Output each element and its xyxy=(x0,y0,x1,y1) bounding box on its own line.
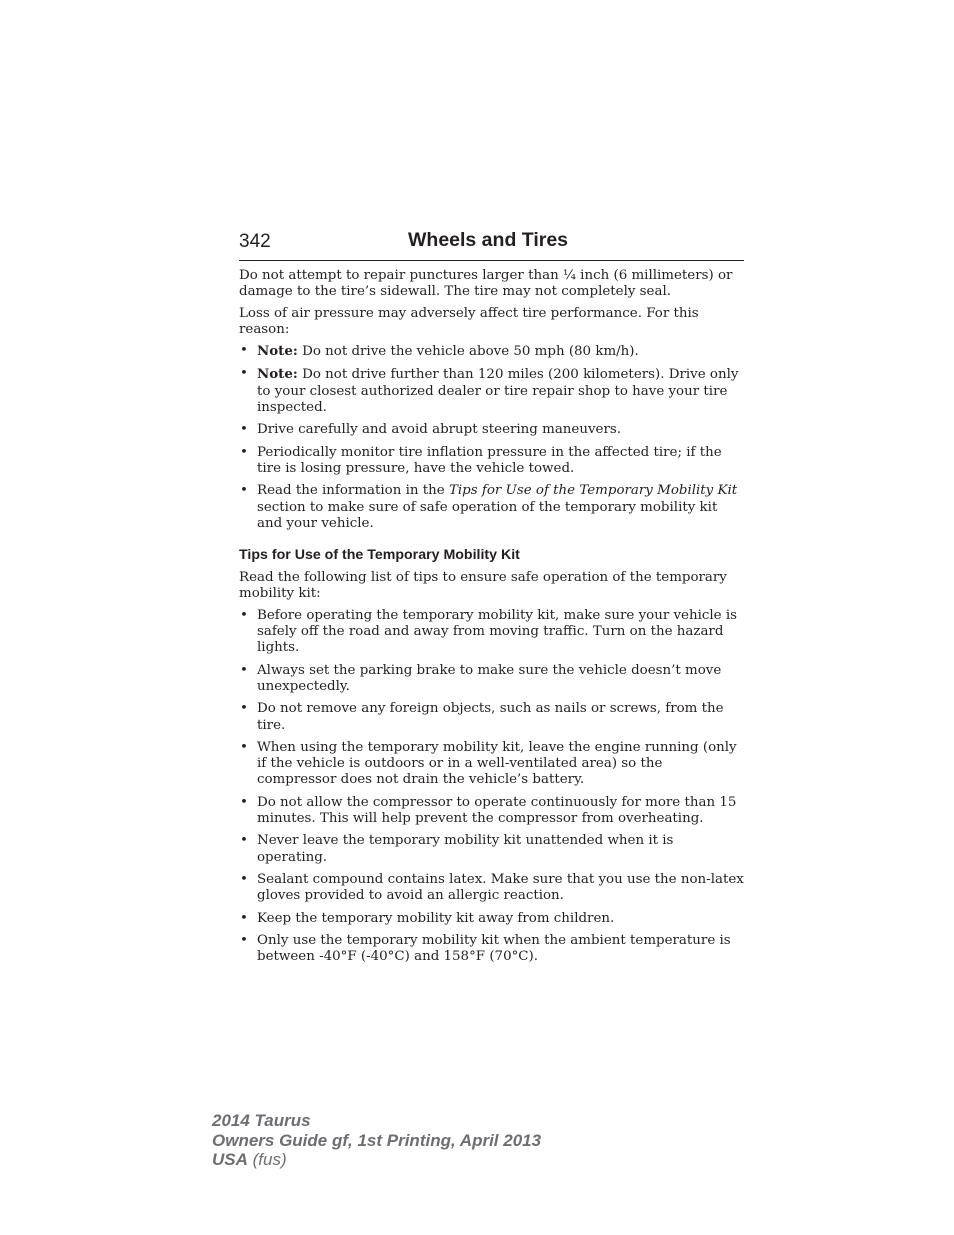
intro-paragraph: Loss of air pressure may adversely affect tire performance. For this reason: xyxy=(239,305,699,337)
subsection-heading: Tips for Use of the Temporary Mobility Kit xyxy=(239,547,520,564)
bullet-icon: • xyxy=(240,483,248,499)
bullet-icon: • xyxy=(240,422,248,438)
list-item xyxy=(239,911,745,927)
list-item xyxy=(239,833,745,866)
list-item-text: section to make sure of safe operation of the temporary mobility kit and your vehicle. xyxy=(257,499,718,531)
section-reference: Tips for Use of the Temporary Mobility Kit xyxy=(448,483,738,499)
list-item xyxy=(239,366,745,416)
list-item xyxy=(239,795,745,828)
bullet-icon: • xyxy=(240,871,248,887)
list-item-text: Before operating the temporary mobility kit, make sure your vehicle is safely off the road and away from moving traffic. Turn on the hazard lights. xyxy=(257,607,738,656)
list-item-text: Sealant compound contains latex. Make sure that you use the non-latex gloves provided to avoid an allergic reaction. xyxy=(257,871,744,904)
bullet-icon: • xyxy=(240,366,248,382)
list-item xyxy=(239,422,745,438)
list-item-text: When using the temporary mobility kit, leave the engine running (only if the vehicle is outdoors or in a well-ventilated area) so the compressor does not drain the vehicle’s battery. xyxy=(257,739,737,788)
list-item xyxy=(239,933,745,966)
list-item xyxy=(239,872,745,905)
list-item-text: Do not drive the vehicle above 50 mph (80 km/h). xyxy=(297,344,639,360)
list-item xyxy=(239,701,745,734)
list-item xyxy=(239,445,745,478)
list-item xyxy=(239,483,745,532)
page-header xyxy=(239,228,744,261)
precaution-list xyxy=(239,343,745,532)
footer-country: USA xyxy=(212,1150,248,1169)
bullet-icon: • xyxy=(240,662,248,678)
page-body xyxy=(239,268,745,971)
list-item-text: Drive carefully and avoid abrupt steering maneuvers. xyxy=(257,422,621,438)
intro-paragraph: Do not attempt to repair punctures larger than ¼ inch (6 millimeters) or damage to the tire’s sidewall. The tire may not completely seal. xyxy=(239,268,733,300)
bullet-icon: • xyxy=(240,910,248,926)
footer-market xyxy=(212,1150,541,1170)
list-item xyxy=(239,608,745,657)
bullet-icon: • xyxy=(240,444,248,460)
bullet-icon: • xyxy=(240,833,248,849)
note-label: Note: xyxy=(257,343,298,360)
tips-list xyxy=(239,608,745,966)
footer-model: 2014 Taurus xyxy=(212,1111,311,1130)
list-item xyxy=(239,343,745,360)
page-number: 342 xyxy=(239,231,271,252)
list-item-text: Do not remove any foreign objects, such as nails or screws, from the tire. xyxy=(257,701,724,733)
footer-printing: Owners Guide gf, 1st Printing, April 2013 xyxy=(212,1130,542,1150)
bullet-icon: • xyxy=(240,343,248,359)
list-item-text: Do not allow the compressor to operate continuously for more than 15 minutes. This will help prevent the compressor from overheating. xyxy=(257,794,737,827)
bullet-icon: • xyxy=(240,739,248,755)
list-item-text: Do not drive further than 120 miles (200 kilometers). Drive only to your closest authorized dealer or tire repair shop to have your tire inspected. xyxy=(257,367,739,416)
list-item-text: Always set the parking brake to make sure the vehicle doesn’t move unexpectedly. xyxy=(257,662,722,694)
footer-code: (fus) xyxy=(247,1150,287,1169)
list-item-text: Periodically monitor tire inflation pressure in the affected tire; if the tire is losing pressure, have the vehicle towed. xyxy=(257,444,722,476)
tips-intro: Read the following list of tips to ensure safe operation of the temporary mobility kit: xyxy=(239,570,727,602)
list-item-text: Read the information in the xyxy=(257,483,449,499)
list-item-text: Only use the temporary mobility kit when the ambient temperature is between -40°F (-40°C) and 158°F (70°C). xyxy=(257,932,731,965)
bullet-icon: • xyxy=(240,794,248,810)
list-item-text: Keep the temporary mobility kit away from children. xyxy=(257,910,615,926)
page-footer xyxy=(212,1111,541,1170)
list-item-text: Never leave the temporary mobility kit unattended when it is operating. xyxy=(257,833,674,865)
list-item xyxy=(239,740,745,789)
bullet-icon: • xyxy=(240,701,248,717)
list-item xyxy=(239,663,745,696)
bullet-icon: • xyxy=(240,932,248,948)
note-label: Note: xyxy=(257,366,298,383)
section-title: Wheels and Tires xyxy=(408,229,569,251)
bullet-icon: • xyxy=(240,607,248,623)
